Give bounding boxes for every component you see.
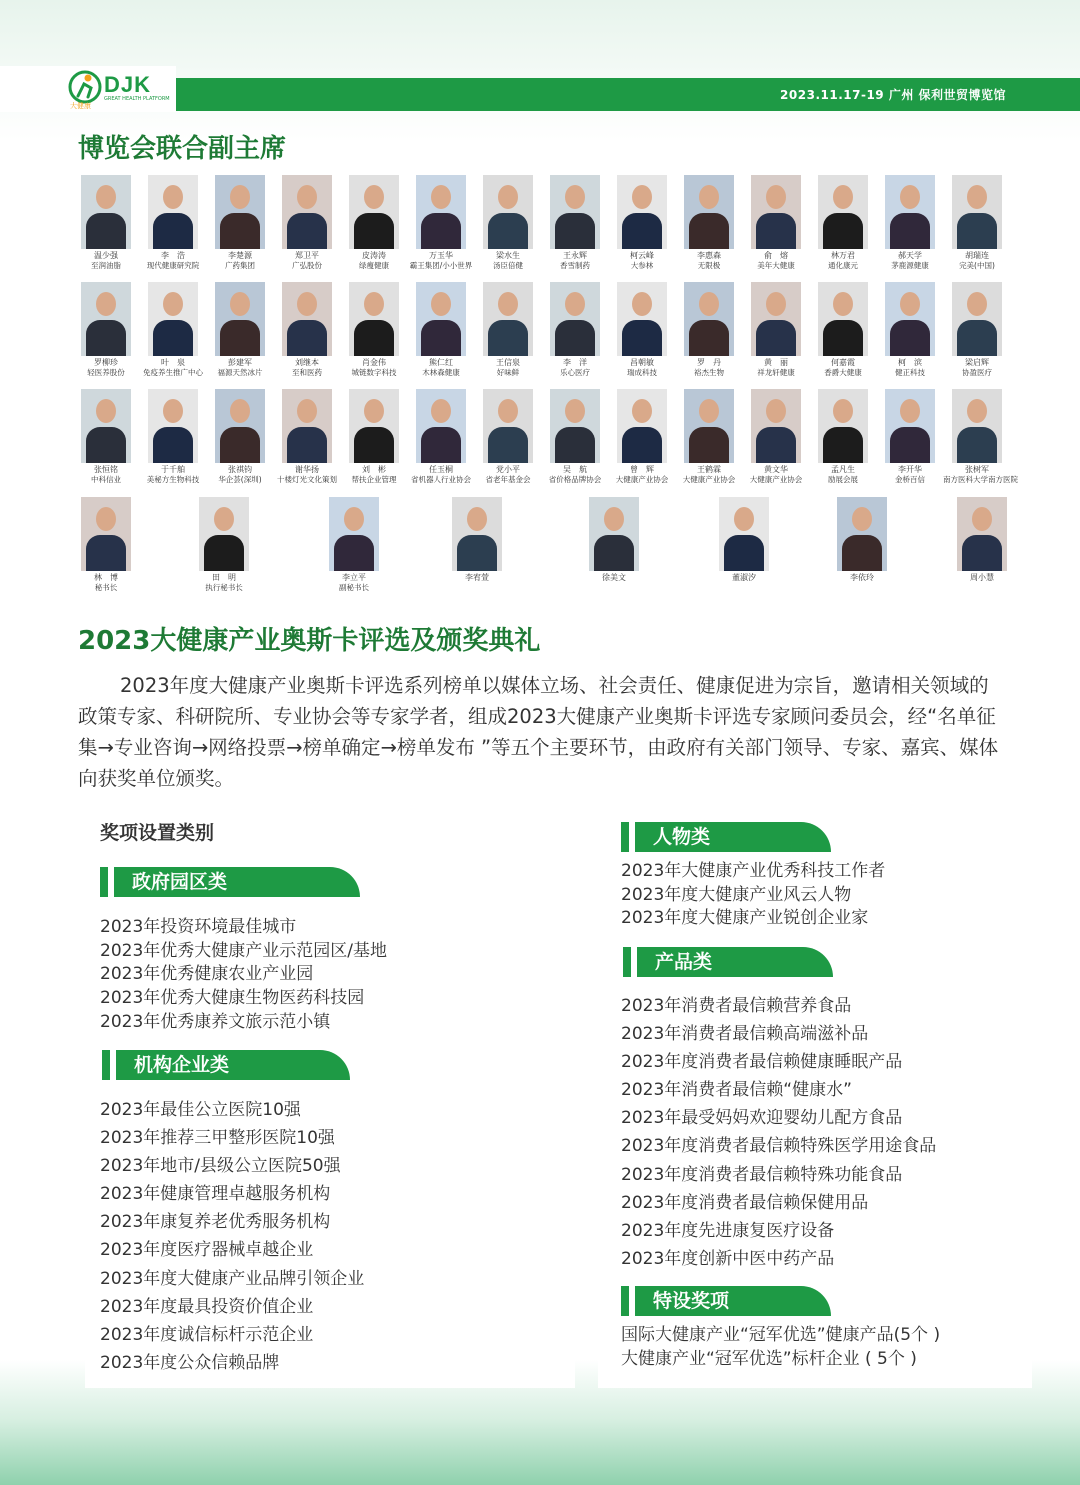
person-card — [608, 282, 676, 377]
person-name: 徐美文 — [602, 573, 626, 582]
person-name: 梁启辉 — [965, 358, 989, 367]
person-photo — [349, 389, 399, 463]
list-item: 2023年最受妈妈欢迎婴幼儿配方食品 — [621, 1108, 903, 1129]
person-name: 董淑汐 — [732, 573, 756, 582]
person-name: 于千舶 — [161, 465, 185, 474]
person-name: 李楚源 — [228, 251, 252, 260]
person-card — [828, 497, 896, 583]
person-card — [876, 175, 944, 270]
category-org-list — [100, 1096, 364, 1377]
person-photo — [81, 282, 131, 356]
person-card — [541, 175, 609, 270]
person-photo — [349, 175, 399, 249]
person-photo — [885, 282, 935, 356]
list-item: 2023年优秀大健康生物医药科技园 — [100, 988, 365, 1009]
person-org: 执行秘书长 — [205, 583, 243, 592]
person-card — [675, 175, 743, 270]
person-photo — [148, 282, 198, 356]
person-name: 万玉华 — [429, 251, 453, 260]
person-card — [273, 282, 341, 377]
person-name: 谢华扬 — [295, 465, 319, 474]
person-card — [943, 389, 1018, 484]
person-org: 至润油脂 — [91, 261, 121, 270]
person-card — [710, 497, 778, 583]
list-item: 2023年消费者最信赖营养食品 — [621, 996, 852, 1016]
person-card — [340, 389, 408, 484]
person-name: 周小慧 — [970, 573, 994, 582]
person-name: 肖金伟 — [362, 358, 386, 367]
person-card — [541, 389, 609, 484]
person-org: 大健康产业协会 — [749, 475, 803, 484]
category-special-label: 特设奖项 — [635, 1286, 831, 1316]
person-card — [876, 389, 944, 484]
person-org: 无限极 — [697, 261, 721, 270]
category-org-label: 机构企业类 — [116, 1050, 350, 1080]
person-name: 罗柳珍 — [94, 358, 118, 367]
list-item: 2023年度大健康产业品牌引领企业 — [100, 1268, 365, 1289]
person-card — [809, 175, 877, 270]
person-org: 华企荟(深圳) — [218, 475, 262, 484]
person-photo — [416, 175, 466, 249]
person-name: 柯 滨 — [898, 358, 922, 367]
person-card — [742, 175, 810, 270]
person-card — [580, 497, 648, 583]
person-card — [742, 389, 810, 484]
person-card — [139, 389, 207, 484]
person-card — [407, 389, 475, 484]
category-people-label: 人物类 — [635, 822, 831, 852]
list-item: 2023年地市/县级公立医院50强 — [100, 1156, 341, 1177]
person-org: 协盈医疗 — [962, 368, 992, 377]
person-photo — [751, 175, 801, 249]
person-photo — [483, 175, 533, 249]
person-photo — [483, 282, 533, 356]
person-photo — [684, 389, 734, 463]
person-name: 梁水生 — [496, 251, 520, 260]
list-item: 国际大健康产业“冠军优选”健康产品(5个 ) — [621, 1325, 941, 1345]
person-org: 副秘书长 — [339, 583, 369, 592]
list-item: 大健康产业“冠军优选”标杆企业 ( 5个 ) — [621, 1348, 917, 1369]
person-name: 吴 航 — [563, 465, 587, 474]
person-name: 彭建军 — [228, 358, 252, 367]
list-item: 2023年度诚信标杆示范企业 — [100, 1324, 314, 1345]
person-org: 香雪制药 — [560, 261, 590, 270]
person-name: 张树军 — [965, 465, 989, 474]
person-photo — [617, 282, 667, 356]
person-org: 裕杰生物 — [694, 368, 724, 377]
list-item: 2023年消费者最信赖高端滋补品 — [621, 1024, 869, 1045]
person-photo — [215, 389, 265, 463]
person-card — [541, 282, 609, 377]
person-card — [675, 282, 743, 377]
person-card — [809, 389, 877, 484]
person-name: 李 浩 — [161, 251, 185, 260]
person-org: 绿瘦健康 — [359, 261, 389, 270]
person-org: 轻医养股份 — [87, 368, 125, 377]
person-org: 帮扶企业管理 — [351, 475, 397, 484]
logo-cn: 大健康 — [70, 102, 91, 110]
runner-logo-icon — [68, 70, 102, 104]
person-photo — [818, 389, 868, 463]
person-photo — [589, 497, 639, 571]
person-org: 大健康产业协会 — [682, 475, 736, 484]
person-photo — [148, 175, 198, 249]
list-item: 2023年度消费者最信赖特殊功能食品 — [621, 1164, 903, 1185]
category-special-list — [621, 1324, 940, 1371]
person-org: 省老年基金会 — [485, 475, 531, 484]
person-org: 美秘方生物科技 — [146, 475, 200, 484]
person-photo — [550, 282, 600, 356]
person-photo — [684, 282, 734, 356]
person-card — [72, 175, 140, 270]
person-card — [72, 497, 140, 592]
logo-text: DJK — [104, 72, 152, 97]
person-card — [206, 175, 274, 270]
person-name: 郑卫平 — [295, 251, 319, 260]
list-item: 2023年度公众信赖品牌 — [100, 1352, 280, 1373]
person-photo — [81, 497, 131, 571]
person-name: 林万君 — [831, 251, 855, 260]
list-item: 2023年度大健康产业风云人物 — [621, 884, 852, 905]
person-name: 何嘉霞 — [831, 358, 855, 367]
person-name: 皮涛涛 — [362, 251, 386, 260]
person-card — [72, 282, 140, 377]
person-photo — [952, 389, 1002, 463]
person-name: 温少强 — [94, 251, 118, 260]
logo-subtitle: GREAT HEALTH PLATFORM — [104, 96, 170, 102]
person-card — [72, 389, 140, 484]
person-photo — [837, 497, 887, 571]
person-photo — [952, 175, 1002, 249]
category-gov-header — [100, 867, 360, 897]
awards-intro: 2023年度大健康产业奥斯卡评选系列榜单以媒体立场、社会责任、健康促进为宗旨，邀请相关领域的政策专家、科研院所、专业协会等专家学者，组成2023大健康产业奥斯卡评选专家顾问委员会，经“名单征集→专业咨询→网络投票→榜单确定→榜单发布 ”等五个主要环节，由政府有关部门领导、专家、嘉宾、媒体向获奖单位颁奖。 — [78, 674, 999, 790]
category-product-list — [621, 992, 936, 1273]
person-card — [876, 282, 944, 377]
category-special-header — [621, 1286, 831, 1316]
person-name: 叶 泉 — [161, 358, 185, 367]
person-org: 美年大健康 — [757, 261, 795, 270]
person-name: 曾 辉 — [630, 465, 654, 474]
person-photo — [148, 389, 198, 463]
list-item: 2023年优秀健康农业产业园 — [100, 964, 314, 985]
person-org: 霸王集团/小小世界 — [409, 261, 473, 270]
list-item: 2023年度消费者最信赖特殊医学用途食品 — [621, 1136, 937, 1157]
categories-title: 奖项设置类别 — [100, 822, 215, 844]
person-photo — [416, 282, 466, 356]
person-card — [407, 282, 475, 377]
list-item: 2023年度消费者最信赖健康睡眠产品 — [621, 1052, 903, 1073]
person-org: 通化康元 — [828, 261, 858, 270]
person-org: 木林森健康 — [422, 368, 460, 377]
person-org: 省机器人行业协会 — [411, 475, 471, 484]
person-card — [948, 497, 1016, 583]
person-name: 张恒铭 — [94, 465, 118, 474]
person-name: 李开华 — [898, 465, 922, 474]
person-name: 张祺钧 — [228, 465, 252, 474]
person-org: 好味鲜 — [496, 368, 520, 377]
person-card — [809, 282, 877, 377]
person-name: 林 博 — [94, 573, 118, 582]
person-photo — [617, 389, 667, 463]
person-org: 现代健康研究院 — [146, 261, 200, 270]
person-org: 乐心医疗 — [560, 368, 590, 377]
person-photo — [957, 497, 1007, 571]
person-card — [139, 282, 207, 377]
person-card — [273, 175, 341, 270]
person-card — [340, 282, 408, 377]
person-photo — [719, 497, 769, 571]
category-product-header — [623, 947, 833, 977]
list-item: 2023年消费者最信赖“健康水” — [621, 1080, 852, 1101]
person-card — [190, 497, 258, 592]
person-name: 郝天学 — [898, 251, 922, 260]
person-name: 王永辉 — [563, 251, 587, 260]
person-org: 大健康产业协会 — [615, 475, 669, 484]
person-name: 李宥萱 — [465, 573, 489, 582]
person-name: 李立平 — [342, 573, 366, 582]
person-org: 汤臣倍健 — [493, 261, 523, 270]
person-org: 广弘股份 — [292, 261, 322, 270]
list-item: 2023年推荐三甲整形医院10强 — [100, 1128, 335, 1149]
list-item: 2023年优秀康养文旅示范小镇 — [100, 1011, 331, 1032]
person-photo — [416, 389, 466, 463]
person-org: 免疫养生推广中心 — [143, 368, 203, 377]
person-name: 熊仁红 — [429, 358, 453, 367]
category-people-list — [621, 860, 885, 931]
person-card — [443, 497, 511, 583]
person-photo — [818, 175, 868, 249]
list-item: 2023年度最具投资价值企业 — [100, 1296, 314, 1317]
person-photo — [81, 389, 131, 463]
person-org: 祥龙轩健康 — [757, 368, 795, 377]
person-org: 福源天然冰片 — [217, 368, 263, 377]
person-card — [206, 282, 274, 377]
person-name: 柯云峰 — [630, 251, 654, 260]
list-item: 2023年健康管理卓越服务机构 — [100, 1184, 331, 1205]
person-org: 南方医科大学南方医院 — [943, 475, 1018, 484]
person-photo — [282, 282, 332, 356]
person-photo — [684, 175, 734, 249]
person-org: 健正科技 — [895, 368, 925, 377]
person-photo — [751, 282, 801, 356]
person-photo — [885, 175, 935, 249]
list-item: 2023年度医疗器械卓越企业 — [100, 1240, 314, 1261]
person-name: 党小平 — [496, 465, 520, 474]
person-photo — [452, 497, 502, 571]
person-card — [742, 282, 810, 377]
person-org: 大参林 — [630, 261, 654, 270]
person-name: 李 洋 — [563, 358, 587, 367]
person-card — [407, 175, 475, 270]
category-product-label: 产品类 — [637, 947, 833, 977]
person-name: 任玉桐 — [429, 465, 453, 474]
person-photo — [329, 497, 379, 571]
person-photo — [483, 389, 533, 463]
person-photo — [349, 282, 399, 356]
person-card — [608, 389, 676, 484]
person-name: 王鹤霖 — [697, 465, 721, 474]
person-org: 中科信业 — [91, 475, 121, 484]
person-photo — [818, 282, 868, 356]
person-name: 王信泉 — [496, 358, 520, 367]
person-card — [675, 389, 743, 484]
person-name: 刘 彬 — [362, 465, 386, 474]
person-org: 十楼灯光文化策划 — [277, 475, 337, 484]
list-item: 2023年投资环境最佳城市 — [100, 917, 297, 937]
person-photo — [81, 175, 131, 249]
person-name: 黄 丽 — [764, 358, 788, 367]
person-photo — [617, 175, 667, 249]
person-org: 励展会展 — [828, 475, 858, 484]
person-org: 广药集团 — [225, 261, 255, 270]
person-card — [320, 497, 388, 592]
person-card — [943, 282, 1011, 377]
person-photo — [550, 175, 600, 249]
person-name: 刘继本 — [295, 358, 319, 367]
person-name: 田 明 — [212, 573, 236, 582]
list-item: 2023年优秀大健康产业示范园区/基地 — [100, 940, 387, 961]
person-name: 胡瑞连 — [965, 251, 989, 260]
person-photo — [282, 389, 332, 463]
person-card — [474, 389, 542, 484]
person-photo — [751, 389, 801, 463]
person-name: 李惠森 — [697, 251, 721, 260]
category-org-header — [102, 1050, 350, 1080]
person-card — [340, 175, 408, 270]
category-gov-label: 政府园区类 — [114, 867, 360, 897]
awards-title: 2023大健康产业奥斯卡评选及颁奖典礼 — [78, 626, 541, 656]
person-org: 省价格品牌协会 — [548, 475, 602, 484]
list-item: 2023年最佳公立医院10强 — [100, 1100, 301, 1120]
person-org: 金桥百信 — [895, 475, 925, 484]
list-item: 2023年度先进康复医疗设备 — [621, 1220, 835, 1241]
list-item: 2023年度大健康产业锐创企业家 — [621, 908, 869, 929]
person-photo — [952, 282, 1002, 356]
category-gov-list — [100, 916, 387, 1035]
person-org: 至和医药 — [292, 368, 322, 377]
person-name: 孟凡生 — [831, 465, 855, 474]
person-card — [206, 389, 274, 484]
person-org: 香爵大健康 — [824, 368, 862, 377]
person-card — [474, 175, 542, 270]
person-photo — [215, 175, 265, 249]
person-card — [273, 389, 341, 484]
person-org: 城链数字科技 — [351, 368, 397, 377]
list-item: 2023年度消费者最信赖保健用品 — [621, 1192, 869, 1213]
list-item: 2023年度创新中医中药产品 — [621, 1248, 835, 1269]
event-date-venue: 2023.11.17-19 广州 保利世贸博览馆 — [780, 88, 1006, 102]
person-photo — [885, 389, 935, 463]
person-name: 昌朝敏 — [630, 358, 654, 367]
person-name: 罗 丹 — [697, 358, 721, 367]
person-photo — [282, 175, 332, 249]
list-item: 2023年康复养老优秀服务机构 — [100, 1212, 331, 1233]
person-name: 俞 熔 — [764, 251, 788, 260]
list-item: 2023年大健康产业优秀科技工作者 — [621, 861, 886, 881]
person-card — [943, 175, 1011, 270]
person-org: 秘书长 — [94, 583, 118, 592]
person-org: 瑞成科技 — [627, 368, 657, 377]
person-org: 茅鹿源健康 — [891, 261, 929, 270]
vice-chairs-title: 博览会联合副主席 — [78, 134, 287, 164]
category-people-header — [621, 822, 831, 852]
person-name: 黄文华 — [764, 465, 788, 474]
person-name: 李依玲 — [850, 573, 874, 582]
person-photo — [199, 497, 249, 571]
person-photo — [215, 282, 265, 356]
person-photo — [550, 389, 600, 463]
person-org: 完美(中国) — [959, 261, 995, 270]
person-card — [139, 175, 207, 270]
person-card — [608, 175, 676, 270]
person-card — [474, 282, 542, 377]
